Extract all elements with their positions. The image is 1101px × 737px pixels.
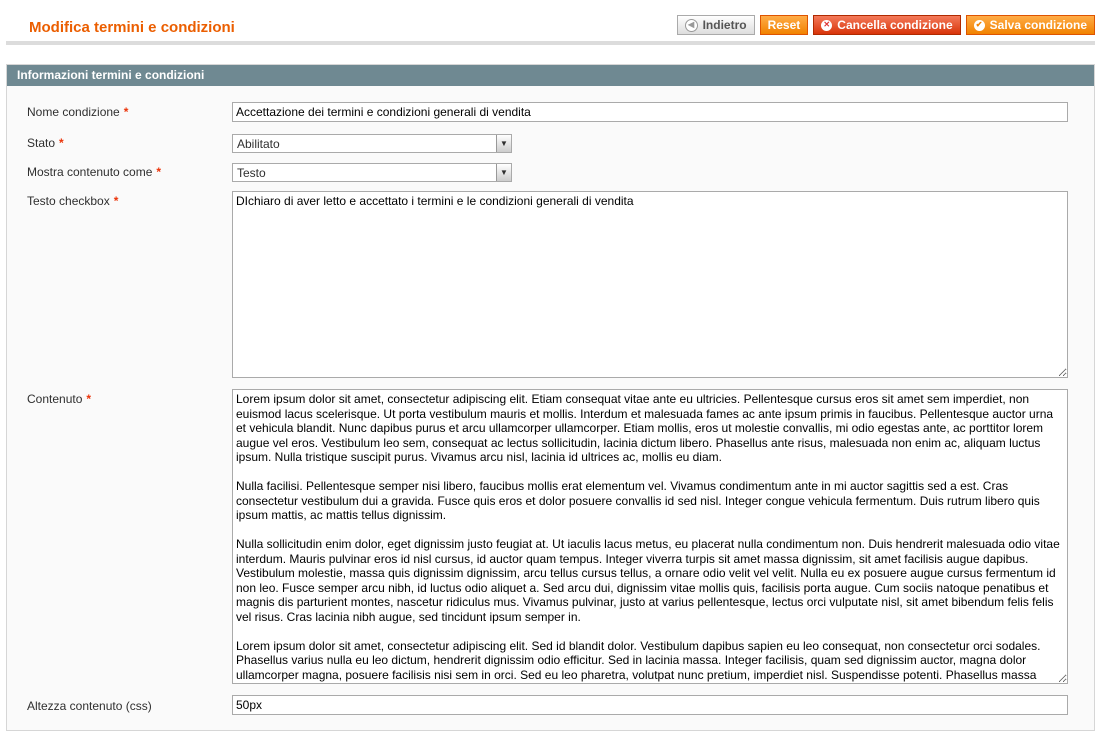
terms-info-panel xyxy=(6,64,1095,731)
label-text: Stato xyxy=(27,136,56,150)
label-text: Nome condizione xyxy=(27,105,120,119)
reset-label: Reset xyxy=(767,18,801,32)
required-mark: * xyxy=(59,136,64,150)
back-label: Indietro xyxy=(702,18,747,32)
label-text: Contenuto xyxy=(27,392,83,406)
required-mark: * xyxy=(113,194,119,208)
reset-button[interactable] xyxy=(760,15,809,35)
content-textarea[interactable] xyxy=(232,389,1068,684)
save-button[interactable] xyxy=(966,15,1095,35)
delete-x-icon: ✕ xyxy=(821,20,832,31)
display-mode-value: Testo xyxy=(237,166,266,180)
checkbox-text-label xyxy=(27,194,118,208)
toolbar xyxy=(677,15,1095,35)
status-select[interactable] xyxy=(232,134,512,153)
status-label xyxy=(27,136,64,150)
checkbox-text-textarea[interactable] xyxy=(232,191,1068,378)
status-value: Abilitato xyxy=(237,137,280,151)
label-text: Testo checkbox xyxy=(27,194,110,208)
display-mode-select[interactable] xyxy=(232,163,512,182)
chevron-down-icon: ▼ xyxy=(496,164,511,181)
header-divider xyxy=(6,41,1095,45)
label-text: Mostra contenuto come xyxy=(27,165,153,179)
name-label xyxy=(27,105,128,119)
content-height-input[interactable] xyxy=(232,695,1068,715)
section-title: Informazioni termini e condizioni xyxy=(7,65,1094,86)
content-height-label: Altezza contenuto (css) xyxy=(27,699,152,713)
checkmark-icon: ✔ xyxy=(974,20,985,31)
delete-button[interactable] xyxy=(813,15,960,35)
chevron-down-icon: ▼ xyxy=(496,135,511,152)
back-arrow-icon: ◀ xyxy=(685,19,698,32)
page-title: Modifica termini e condizioni xyxy=(29,19,235,36)
condition-name-input[interactable] xyxy=(232,102,1068,122)
content-label xyxy=(27,392,91,406)
back-button[interactable] xyxy=(677,15,755,35)
required-mark: * xyxy=(86,392,92,406)
required-mark: * xyxy=(123,105,129,119)
save-label: Salva condizione xyxy=(989,18,1087,32)
display-mode-label xyxy=(27,165,161,179)
delete-label: Cancella condizione xyxy=(837,18,953,32)
required-mark: * xyxy=(156,165,162,179)
